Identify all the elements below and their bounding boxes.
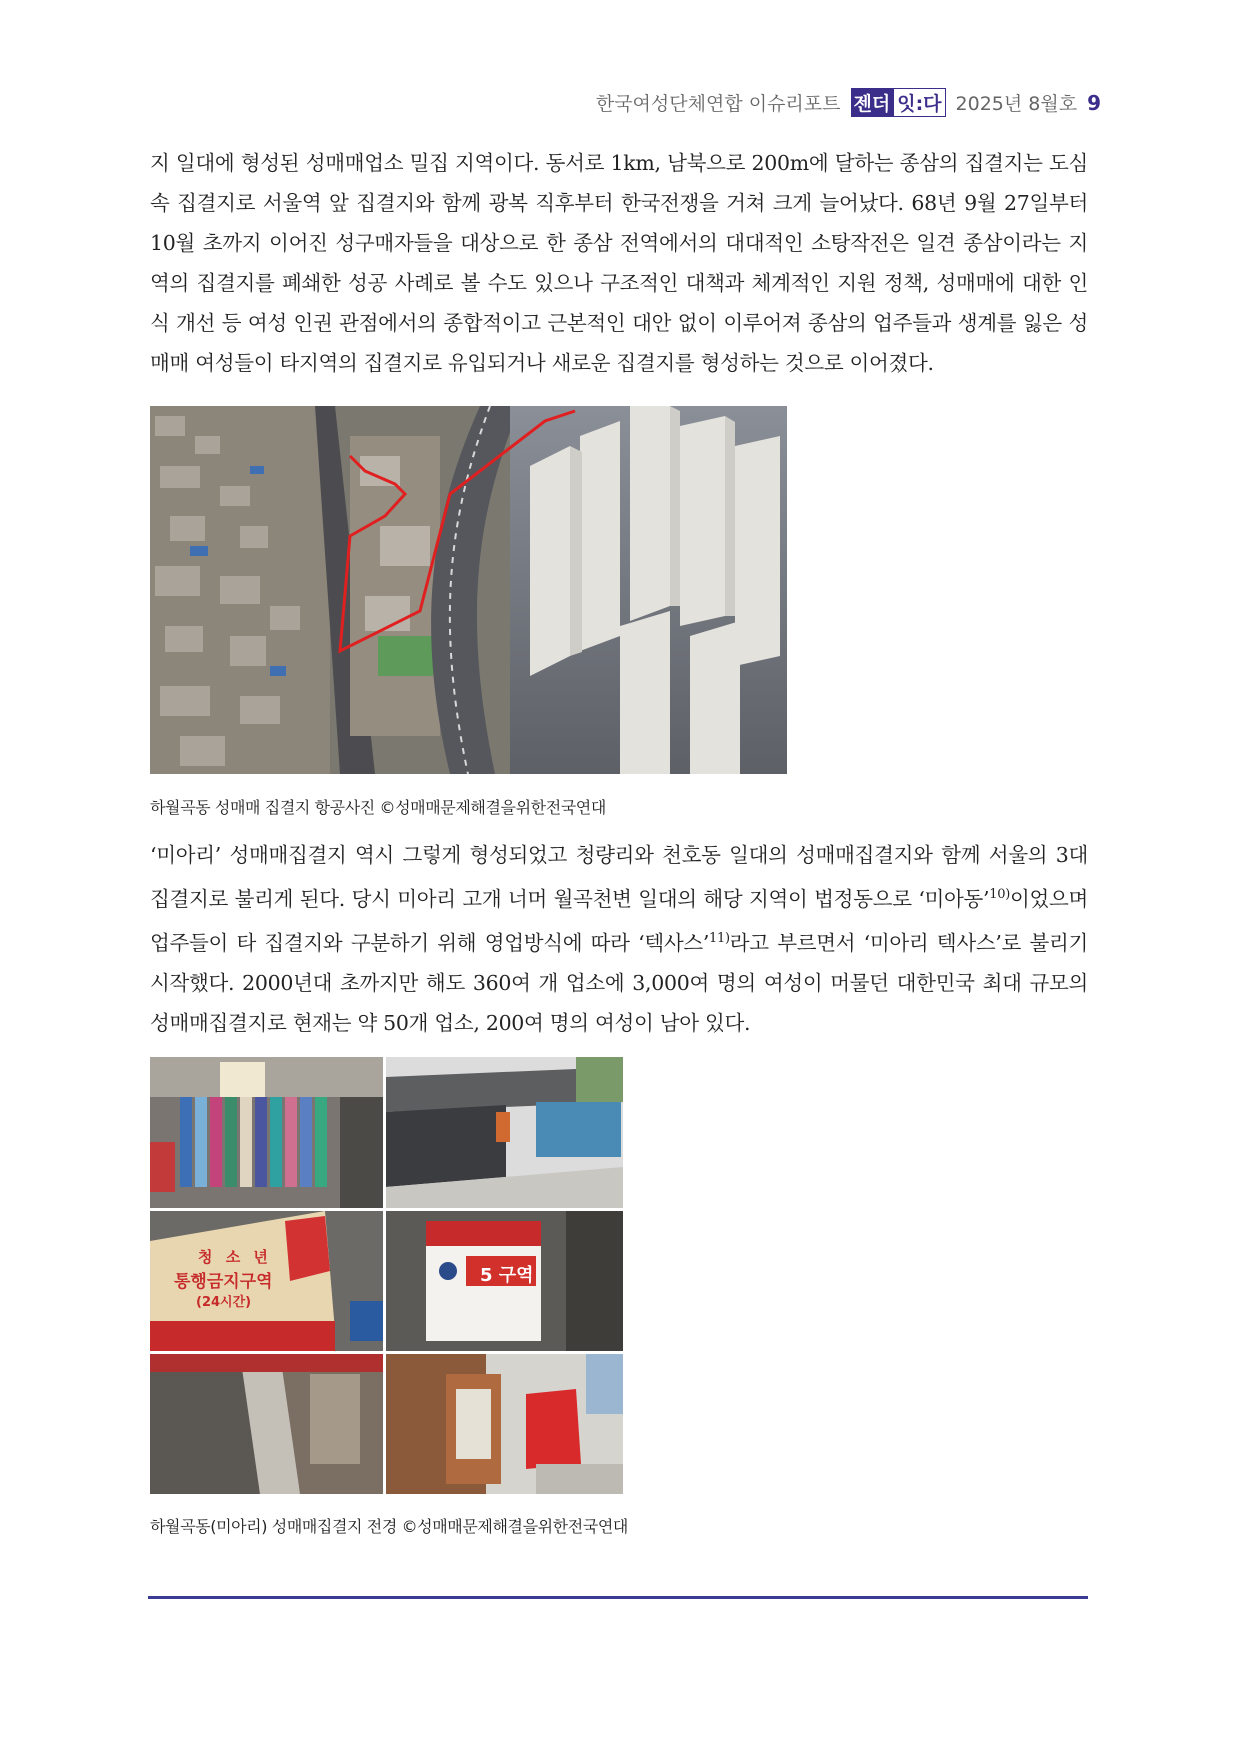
photo-grid xyxy=(150,1057,624,1494)
gender-itda-logo xyxy=(851,88,946,117)
body-paragraph-2 xyxy=(150,835,1088,1043)
figure2-caption: 하월곡동(미아리) 성매매집결지 전경 ©성매매문제해결을위한전국연대 xyxy=(150,1517,628,1536)
figure1-caption: 하월곡동 성매매 집결지 항공사진 ©성매매문제해결을위한전국연대 xyxy=(150,798,606,817)
page-header xyxy=(596,88,1101,117)
logo-part1: 젠더 xyxy=(851,88,894,117)
issue-date: 2025년 8월호 xyxy=(955,93,1078,115)
photo-street-storefront-illustration xyxy=(386,1354,623,1494)
para2-text-a: ‘미아리’ 성매매집결지 역시 그렇게 형성되었고 청량리와 천호동 일대의 성매매집결지와 함께 서울의 3대 집결지로 불리게 된다. 당시 미아리 고개 너머 월곡천변 일대의 해당 지역이 법정동으로 ‘미아동’ xyxy=(150,843,1088,911)
photo-narrow-alley xyxy=(150,1354,383,1494)
sign-zone5: 5 구역 xyxy=(480,1265,534,1286)
photo-zone5-sign xyxy=(386,1211,623,1351)
photo-curtain-alley xyxy=(150,1057,383,1208)
aerial-photo xyxy=(150,406,787,774)
photo-youth-restricted-sign xyxy=(150,1211,383,1351)
footnote-ref-11[interactable]: 11) xyxy=(709,930,730,946)
page-number: 9 xyxy=(1087,90,1101,115)
sign-24h: (24시간) xyxy=(196,1295,252,1310)
sign-youth-label: 청 소 년 xyxy=(198,1248,272,1266)
photo-narrow-alley-illustration xyxy=(150,1354,383,1494)
footer-divider xyxy=(148,1596,1088,1599)
sign-restricted-zone: 통행금지구역 xyxy=(174,1272,273,1292)
logo-part2: 잇:다 xyxy=(893,88,945,117)
photo-covered-market-illustration xyxy=(386,1057,623,1208)
report-title: 한국여성단체연합 이슈리포트 xyxy=(595,93,841,115)
para2-text-c: 라고 부르면서 ‘미아리 텍사스’로 불리기 시작했다. 2000년대 초까지만 해도 360여 개 업소에 3,000여 명의 여성이 머물던 대한민국 최대 규모의 성매매집결지로 현재는 약 50개 업소, 200여 명의 여성이 남아 있다. xyxy=(150,930,1088,1035)
body-paragraph-1: 지 일대에 형성된 성매매업소 밀집 지역이다. 동서로 1km, 남북으로 200m에 달하는 종삼의 집결지는 도심 속 집결지로 서울역 앞 집결지와 함께 광복 직후부터 한국전쟁을 거쳐 크게 늘어났다. 68년 9월 27일부터 10월 초까지 이어진 성구매자들을 대상으로 한 종삼 전역에서의 대대적인 소탕작전은 일견 종삼이라는 지역의 집결지를 폐쇄한 성공 사례로 볼 수도 있으나 구조적인 대책과 체계적인 지원 정책, 성매매에 대한 인식 개선 등 여성 인권 관점에서의 종합적이고 근본적인 대안 없이 이루어져 종삼의 업주들과 생계를 잃은 성매매 여성들이 타지역의 집결지로 유입되거나 새로운 집결지를 형성하는 것으로 이어졌다. xyxy=(150,151,1088,375)
photo-curtain-alley-illustration xyxy=(150,1057,383,1208)
photo-street-storefront xyxy=(386,1354,623,1494)
aerial-photo-illustration xyxy=(150,406,787,774)
photo-covered-market xyxy=(386,1057,623,1208)
footnote-ref-10[interactable]: 10) xyxy=(989,887,1010,902)
para2-text-b: 이었으며 업주들이 타 집결지와 구분하기 위해 영업방식에 따라 ‘텍사스’ xyxy=(150,886,1088,955)
